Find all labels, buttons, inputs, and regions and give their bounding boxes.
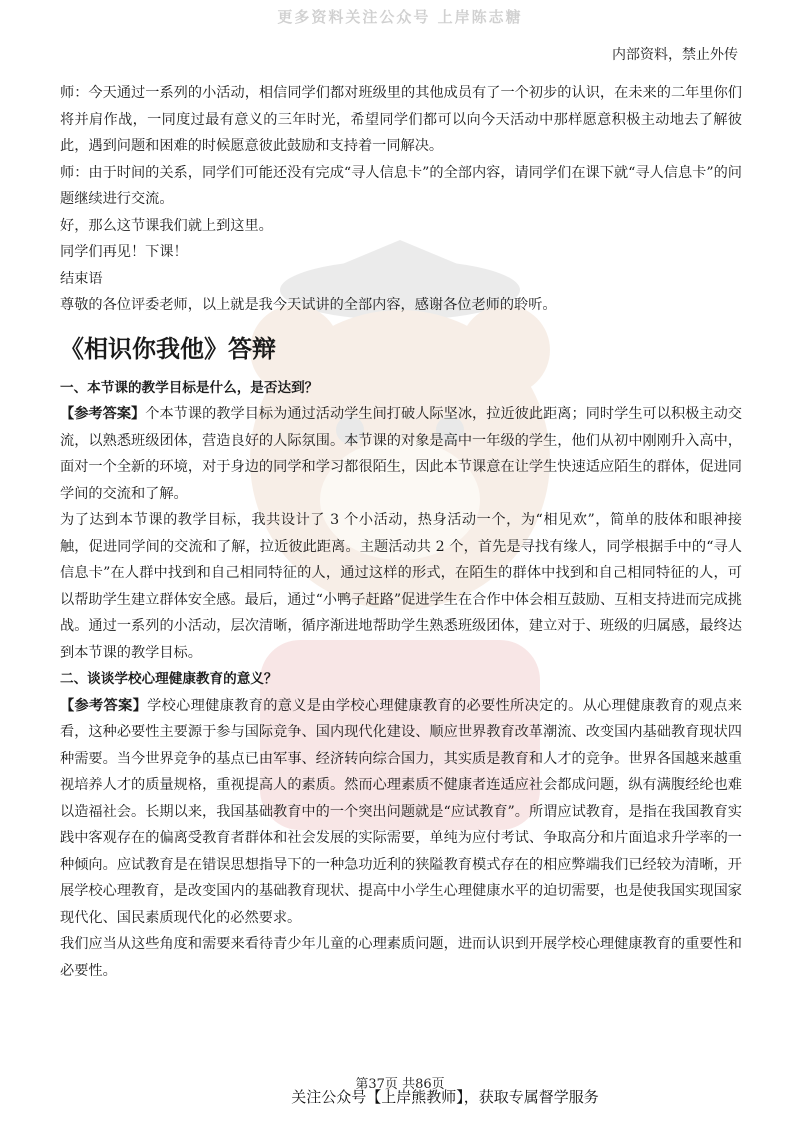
paragraph: 师：今天通过一系列的小活动，相信同学们都对班级里的其他成员有了一个初步的认识，在未来的二年里你们将并肩作战，一同度过最有意义的三年时光，希望同学们都可以向今天活动中那样愿意积极主动地去了解彼此，遇到问题和困难的时候愿意彼此鼓励和支持着一同解决。 (60, 85, 742, 154)
document-body (60, 80, 742, 984)
page-number: 第37页 共86页 (355, 1077, 445, 1092)
paragraph: 为了达到本节课的教学目标，我共设计了 3 个小活动，热身活动一个，为“相见欢”，简单的肢体和眼神接触，促进同学间的交流和了解，拉近彼此距离。主题活动共 2 个，首先是寻找有缘人，同学根据手中的“寻人信息卡”在人群中找到和自己相同特征的人，通过这样的形式，在陌生的群体中找到和自己相同特征的人，可以帮助学生建立群体安全感。最后，通过“小鸭子赶路”促进学生在合作中体会相互鼓励、互相支持进而完成挑战。通过一系列的小活动，层次清晰，循序渐进地帮助学生熟悉班级团体，建立对于、班级的归属感，最终达到本节课的教学目标。 (60, 512, 742, 661)
answer-label: 【参考答案】 (60, 697, 148, 714)
answer-text: 个本节课的教学目标为通过活动学生间打破人际坚冰，拉近彼此距离；同时学生可以积极主动交流，以熟悉班级团体，营造良好的人际氛围。本节课的对象是高中一年级的学生，他们从初中刚刚升入高中，面对一个全新的环境，对于身边的同学和学习都很陌生，因此本节课意在让学生快速适应陌生的群体，促进同学间的交流和了解。 (60, 406, 742, 502)
confidential-notice: 内部资料，禁止外传 (612, 47, 738, 63)
paragraph: 结束语 (60, 270, 103, 287)
answer-paragraph-2 (60, 693, 742, 932)
answer-label: 【参考答案】 (60, 406, 146, 422)
section-title: 《相识你我他》答辩 (60, 334, 276, 363)
paragraph: 师：由于时间的关系，同学们可能还没有完成“寻人信息卡”的全部内容，请同学们在课下就“寻人信息卡”的问题继续进行交流。 (60, 164, 742, 207)
paragraph: 我们应当从这些角度和需要来看待青少年儿童的心理素质问题，进而认识到开展学校心理健康教育的重要性和必要性。 (60, 936, 742, 979)
footer-note: 关注公众号【上岸熊教师】，获取专属督学服务 (291, 1088, 599, 1106)
paragraph: 同学们再见！下课！ (60, 244, 188, 260)
answer-paragraph-1 (60, 401, 742, 507)
question-heading-2: 二、谈谈学校心理健康教育的意义？ (60, 671, 278, 687)
paragraph: 好，那么这节课我们就上到这里。 (60, 217, 273, 234)
question-heading-1: 一、本节课的教学目标是什么，是否达到？ (60, 379, 319, 396)
top-watermark-banner: 更多资料关注公众号 上岸陈志糖 (277, 8, 523, 26)
answer-text: 学校心理健康教育的意义是由学校心理健康教育的必要性所决定的。从心理健康教育的观点来看，这种必要性主要源于参与国际竞争、国内现代化建设、顺应世界教育改革潮流、改变国内基础教育现状四种需要。当今世界竞争的基点已由军事、经济转向综合国力，其实质是教育和人才的竞争。世界各国越来越重视培养人才的质量规格，重视提高人的素质。然而心理素质不健康者连适应社会都成问题，纵有满腹经纶也难以造福社会。长期以来，我国基础教育中的一个突出问题就是“应试教育”。所谓应试教育，是指在我国教育实践中客观存在的偏离受教育者群体和社会发展的实际需要，单纯为应付考试、争取高分和片面追求升学率的一种倾向。应试教育是在错误思想指导下的一种急功近利的狭隘教育模式存在的相应弊端我们已经较为清晰，开展学校心理教育，是改变国内的基础教育现状、提高中小学生心理健康水平的迫切需要，也是使我国实现国家现代化、国民素质现代化的必然要求。 (60, 697, 742, 926)
paragraph: 尊敬的各位评委老师，以上就是我今天试讲的全部内容，感谢各位老师的聆听。 (60, 297, 557, 313)
